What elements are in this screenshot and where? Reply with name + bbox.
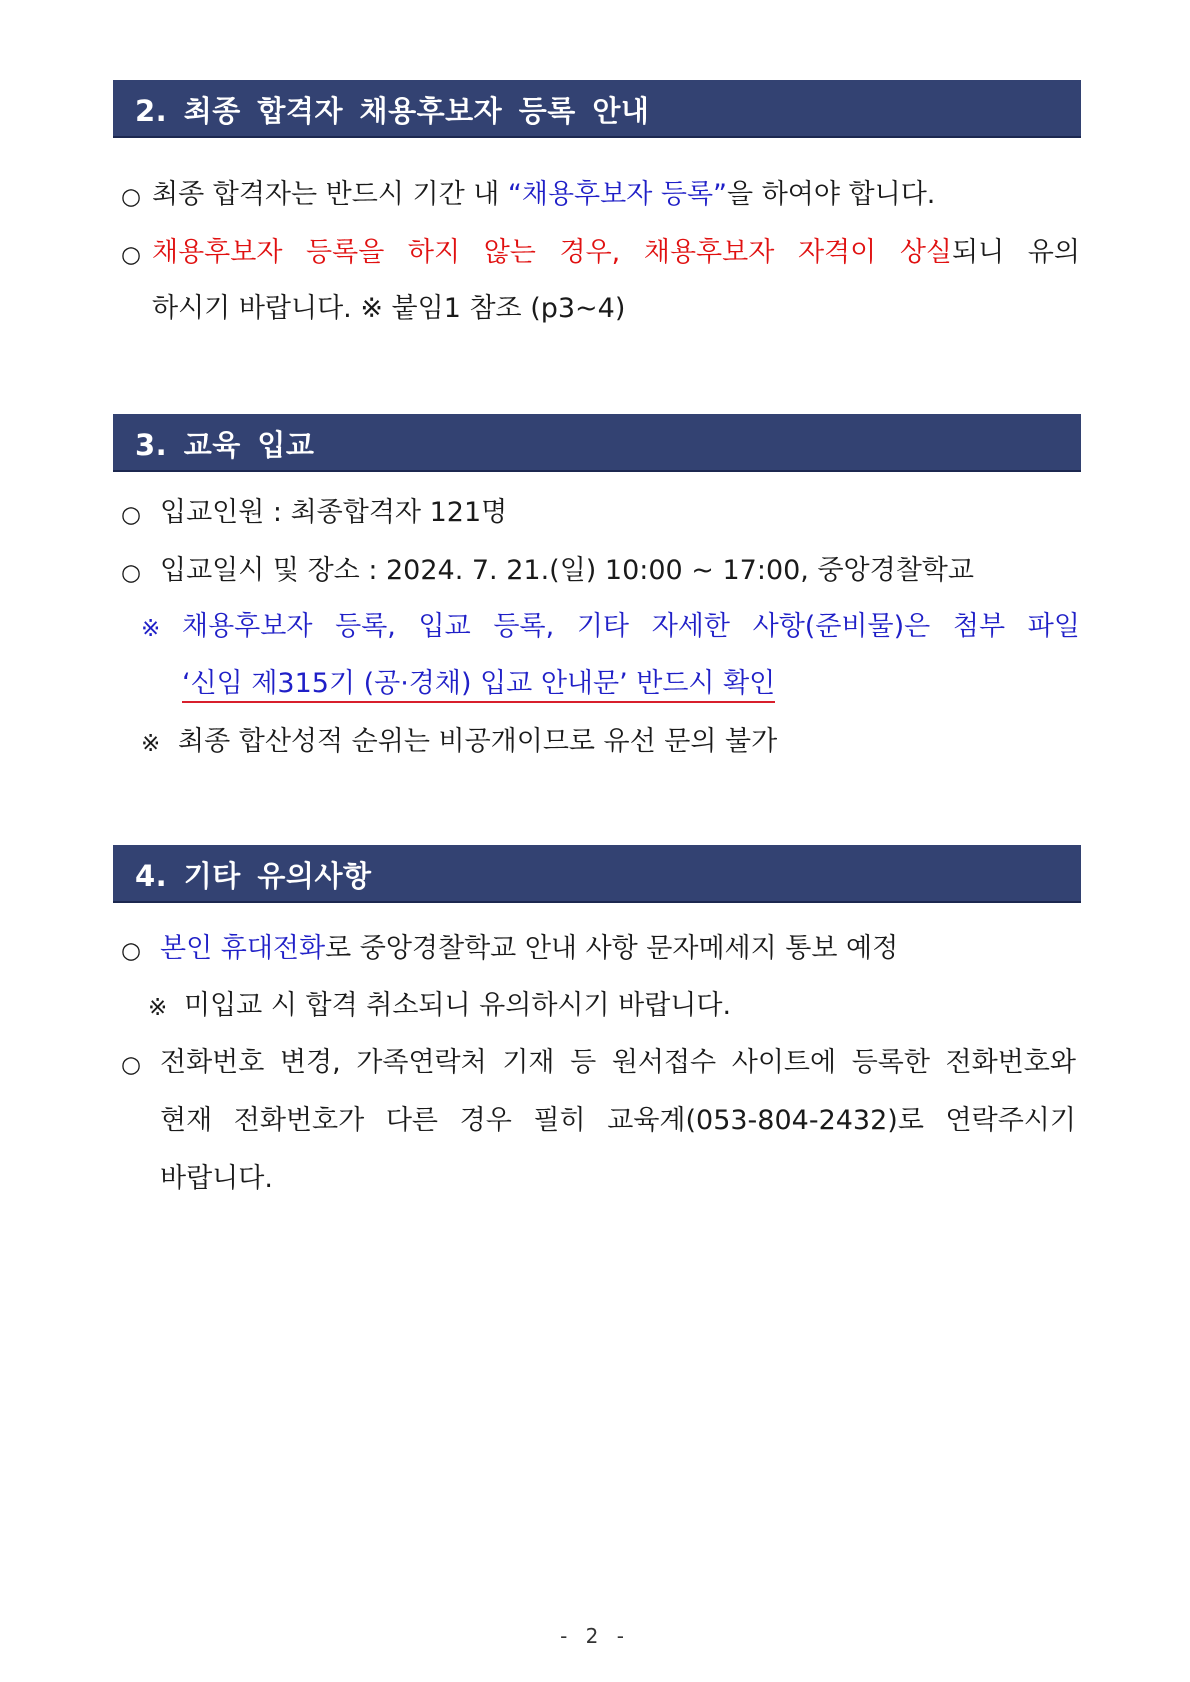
bullet-marker: ○ — [121, 938, 142, 964]
list-item: 입교인원 : 최종합격자 121명 — [160, 497, 508, 528]
bullet-marker: ○ — [121, 1052, 142, 1078]
list-item: 채용후보자 등록을 하지 않는 경우, 채용후보자 자격이 상실되니 유의 — [152, 237, 1080, 268]
note-marker: ※ — [141, 731, 161, 757]
note-item: 최종 합산성적 순위는 비공개이므로 유선 문의 불가 — [178, 726, 778, 757]
section-title: 2. 최종 합격자 채용후보자 등록 안내 — [135, 94, 650, 128]
bullet-marker: ○ — [121, 242, 142, 268]
section-header-4 — [113, 845, 1081, 903]
list-item: 본인 휴대전화로 중앙경찰학교 안내 사항 문자메세지 통보 예정 — [160, 933, 899, 964]
bullet-marker: ○ — [121, 502, 142, 528]
attachment-reference: ‘신임 제315기 (공·경채) 입교 안내문’ 반드시 확인 — [182, 668, 775, 703]
section-header-2 — [113, 80, 1081, 138]
section-header-3 — [113, 414, 1081, 472]
note-item: 채용후보자 등록, 입교 등록, 기타 자세한 사항(준비물)은 첨부 파일 — [182, 611, 1080, 642]
list-item: 전화번호 변경, 가족연락처 기재 등 원서접수 사이트에 등록한 전화번호와 — [160, 1047, 1076, 1078]
note-item: 미입교 시 합격 취소되니 유의하시기 바랍니다. — [184, 990, 732, 1021]
section-title: 3. 교육 입교 — [135, 428, 315, 462]
list-item: 최종 합격자는 반드시 기간 내 “채용후보자 등록”을 하여야 합니다. — [152, 179, 936, 210]
page-number: - 2 - — [560, 1624, 630, 1648]
note-marker: ※ — [148, 995, 168, 1021]
highlight-text: 본인 휴대전화 — [160, 933, 326, 964]
bullet-marker: ○ — [121, 184, 142, 210]
section-title: 4. 기타 유의사항 — [135, 859, 372, 893]
list-item-continuation: 하시기 바랍니다. ※ 붙임1 참조 (p3~4) — [152, 293, 626, 324]
bullet-marker: ○ — [121, 560, 142, 586]
list-item-continuation: 현재 전화번호가 다른 경우 필히 교육계(053-804-2432)로 연락주시기 — [160, 1105, 1076, 1136]
list-item-continuation: 바랍니다. — [160, 1163, 273, 1194]
note-marker: ※ — [141, 616, 161, 642]
note-item-continuation — [182, 667, 775, 701]
list-item: 입교일시 및 장소 : 2024. 7. 21.(일) 10:00 ~ 17:00, 중앙경찰학교 — [160, 555, 974, 586]
highlight-text: “채용후보자 등록” — [507, 179, 728, 210]
